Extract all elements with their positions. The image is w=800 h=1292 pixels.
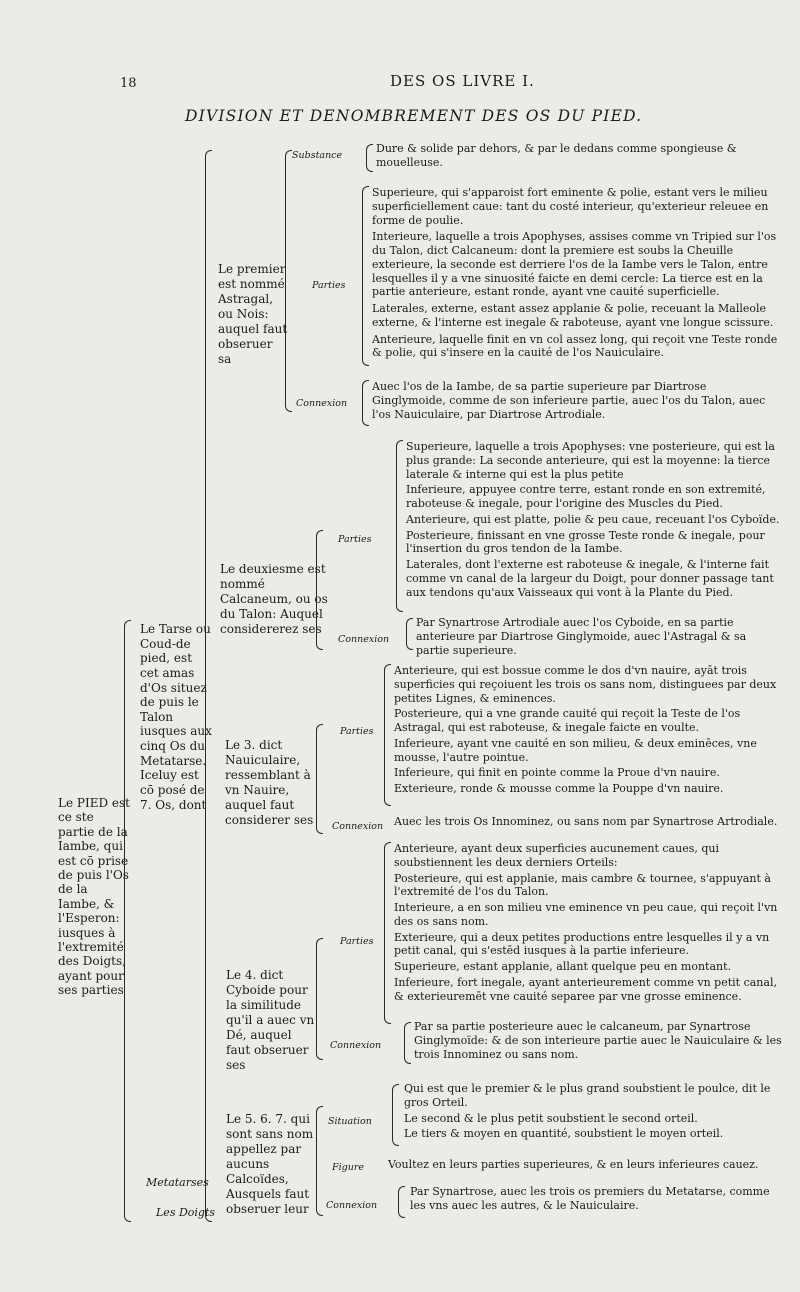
- situation-premier: Qui est que le premier & le plus grand soubstient le poulce, dit le gros Orteil.: [404, 1082, 771, 1109]
- naviculaire-connexion-label: Connexion: [332, 821, 384, 832]
- situation-list: [404, 1082, 782, 1141]
- situation-tiers: Le tiers & moyen en quantité, soubstient le moyen orteil.: [404, 1127, 724, 1141]
- astragal-partie-superieure: Superieure, qui s'apparoist fort eminente & polie, estant vers le milieu superficiellement caue: tant du costé interieur, qu'exterieur releuee en forme de poulie.: [372, 186, 769, 227]
- naviculaire-partie-anterieure: Anterieure, qui est bossue comme le dos d'vn nauire, ayāt trois superficies qui reçoiuent les trois os sans nom, distinguees par deux petites Lignes, & eminences.: [394, 664, 777, 705]
- astragal-connexion-brace: [362, 380, 369, 426]
- cyboide-connexion-brace: [404, 1022, 411, 1064]
- page-number: 18: [120, 76, 137, 91]
- calcaneum-brace: [316, 530, 323, 650]
- astragal-substance-label: Substance: [292, 150, 343, 161]
- sans-nom-label: Le 5. 6. 7. qui sont sans nom appellez par aucuns Calcoïdes, Ausquels faut obseruer leur: [226, 1112, 314, 1216]
- naviculaire-parties-brace: [384, 664, 391, 806]
- sans-nom-connexion-label: Connexion: [326, 1200, 378, 1211]
- naviculaire-parties-label: Parties: [340, 726, 374, 737]
- running-title: DES OS LIVRE I.: [390, 72, 535, 90]
- astragal-connexion-text: Auec l'os de la Iambe, de sa partie superieure par Diartrose Ginglymoide, comme de son inferieure partie, auec l'os du Talon, auec l'os Nauiculaire, par Diartrose Artrodiale.: [372, 380, 766, 421]
- cyboide-partie-interieure: Interieure, a en son milieu vne eminence vn peu caue, qui reçoit l'vn des os sans nom.: [394, 901, 778, 928]
- tarse-label: Le Tarse ou Coud-de pied, est cet amas d'Os situez de puis le Talon iusques aux cinq Os du Metatarse. Iceluy est cō posé de 7. Os, dont: [140, 622, 212, 812]
- calcaneum-partie-inferieure: Inferieure, appuyee contre terre, estant ronde en son extremité, raboteuse & inegale, pour l'origine des Muscles du Pied.: [406, 483, 766, 510]
- cyboide-parties-label: Parties: [340, 936, 374, 947]
- calcaneum-partie-laterales: Laterales, dont l'externe est raboteuse & inegale, & l'interne fait comme vn canal de la largeur du Doigt, pour donner passage tant aux tendons qu'aux Vaisseaux qui vont à la Plante du Pied.: [406, 558, 774, 599]
- naviculaire-partie-inferieure-2: Inferieure, qui finit en pointe comme la Proue d'vn nauire.: [394, 766, 720, 780]
- sans-nom-connexion-text: Par Synartrose, auec les trois os premiers du Metatarse, comme les vns auec les autres, & le Nauiculaire.: [410, 1185, 770, 1212]
- astragal-connexion-label: Connexion: [296, 398, 348, 409]
- cyboide-parties-brace: [384, 842, 391, 1024]
- situation-brace: [392, 1084, 399, 1146]
- calcaneum-label: Le deuxiesme est nommé Calcaneum, ou os du Talon: Auquel considererez ses: [220, 562, 328, 636]
- naviculaire-label: Le 3. dict Nauiculaire, ressemblant à vn Nauire, auquel faut considerer ses: [225, 738, 314, 827]
- situation-label: Situation: [328, 1116, 372, 1127]
- doigts-label: Les Doigts: [156, 1206, 216, 1219]
- naviculaire-partie-inferieure-1: Inferieure, ayant vne cauité en son milieu, & deux eminēces, vne mousse, l'autre pointue.: [394, 736, 757, 764]
- naviculaire-parties-list: [394, 664, 782, 796]
- astragal-partie-anterieure: Anterieure, laquelle finit en vn col assez long, qui reçoit vne Teste ronde & polie, qui s'insere en la cauité de l'os Nauiculaire.: [372, 332, 778, 360]
- naviculaire-partie-exterieure: Exterieure, ronde & mousse comme la Pouppe d'vn nauire.: [394, 782, 724, 795]
- cyboide-connexion-text: Par sa partie posterieure auec le calcaneum, par Synartrose Ginglymoïde: & de son interieure partie auec le Nauiculaire & les trois Innominez ou sans nom.: [414, 1020, 782, 1061]
- calcaneum-connexion-text: Par Synartrose Artrodiale auec l'os Cyboide, en sa partie anterieure par Diartrose Ginglymoide, auec l'Astragal & sa partie superieure.: [416, 616, 747, 657]
- naviculaire-connexion-text: Auec les trois Os Innominez, ou sans nom par Synartrose Artrodiale.: [394, 815, 778, 828]
- cyboide-parties-list: [394, 842, 782, 1003]
- tarse-brace: [205, 150, 212, 1222]
- root-label-pied: Le PIED est ce ste partie de la Iambe, qui est cō prise de puis l'Os de la Iambe, & l'Esperon: iusques à l'extremité des Doigts, ayant pour ses parties: [58, 796, 130, 998]
- situation-second: Le second & le plus petit soubstient le second orteil.: [404, 1111, 698, 1125]
- calcaneum-connexion-brace: [406, 618, 413, 650]
- astragal-brace: [285, 150, 292, 412]
- calcaneum-connexion-label: Connexion: [338, 634, 390, 645]
- metatarse-label: Metatarses: [146, 1176, 209, 1189]
- cyboide-connexion-label: Connexion: [330, 1040, 382, 1051]
- astragal-parties-brace: [362, 186, 369, 366]
- sans-nom-brace: [316, 1106, 323, 1216]
- calcaneum-parties-label: Parties: [338, 534, 372, 545]
- calcaneum-partie-posterieure: Posterieure, finissant en vne grosse Teste ronde & inegale, pour l'insertion du gros tendon de la Iambe.: [406, 528, 765, 556]
- chapter-title: DIVISION ET DENOMBREMENT DES OS DU PIED.: [185, 107, 643, 125]
- astragal-label: Le premier est nommé Astragal, ou Nois: auquel faut obseruer sa: [218, 262, 288, 366]
- cyboide-label: Le 4. dict Cyboide pour la similitude qu'il a auec vn Dé, auquel faut obseruer ses: [226, 968, 315, 1072]
- calcaneum-partie-superieure: Superieure, laquelle a trois Apophyses: vne posterieure, qui est la plus grande: La seconde anterieure, qui est la moyenne: la tierce laterale & interne qui est la plus petite: [406, 440, 775, 481]
- cyboide-brace: [316, 938, 323, 1060]
- astragal-partie-interieure: Interieure, laquelle a trois Apophyses, assises comme vn Tripied sur l'os du Talon, dict Calcaneum: dont la premiere est soubs la Cheuille exterieure, la seconde est derriere l'os de la Iambe vers le Talon, entre lesquelles il y a vne sinuosité faicte en demi cercle: La tierce est en la partie anterieure, estant ronde, ayant vne cauité superficielle.: [372, 230, 777, 299]
- astragal-parties-list: [372, 186, 782, 360]
- naviculaire-brace: [316, 724, 323, 834]
- figure-label: Figure: [332, 1162, 364, 1173]
- sans-nom-connexion-brace: [398, 1186, 405, 1218]
- cyboide-partie-superieure: Superieure, estant applanie, allant quelque peu en montant.: [394, 960, 732, 973]
- cyboide-partie-posterieure: Posterieure, qui est applanie, mais cambre & tournee, s'appuyant à l'extremité de l'os du Talon.: [394, 871, 771, 899]
- cyboide-partie-inferieure: Inferieure, fort inegale, ayant anterieurement comme vn petit canal, & exterieuremēt vne cauité separee par vne grosse eminence.: [394, 975, 777, 1003]
- cyboide-partie-exterieure: Exterieure, qui a deux petites productions entre lesquelles il y a vn petit canal, qui s'estēd iusques à la partie inferieure.: [394, 930, 770, 958]
- figure-text: Voultez en leurs parties superieures, & en leurs inferieures cauez.: [388, 1158, 759, 1171]
- naviculaire-partie-posterieure: Posterieure, qui a vne grande cauité qui reçoit la Teste de l'os Astragal, qui est raboteuse, & inegale faicte en voulte.: [394, 707, 741, 734]
- calcaneum-partie-anterieure: Anterieure, qui est platte, polie & peu caue, receuant l'os Cyboïde.: [406, 512, 780, 526]
- cyboide-partie-anterieure: Anterieure, ayant deux superficies aucunement caues, qui soubstiennent les deux derniers Orteils:: [394, 842, 719, 869]
- calcaneum-parties-brace: [396, 440, 403, 612]
- astragal-parties-label: Parties: [312, 280, 346, 291]
- calcaneum-parties-list: [406, 440, 782, 599]
- root-brace: [124, 620, 131, 1222]
- astragal-substance-text: Dure & solide par dehors, & par le dedans comme spongieuse & mouelleuse.: [376, 142, 737, 169]
- substance-brace: [366, 144, 373, 172]
- astragal-partie-laterales: Laterales, externe, estant assez applanie & polie, receuant la Malleole externe, & l'interne est inegale & raboteuse, ayant vne longue scissure.: [372, 302, 774, 329]
